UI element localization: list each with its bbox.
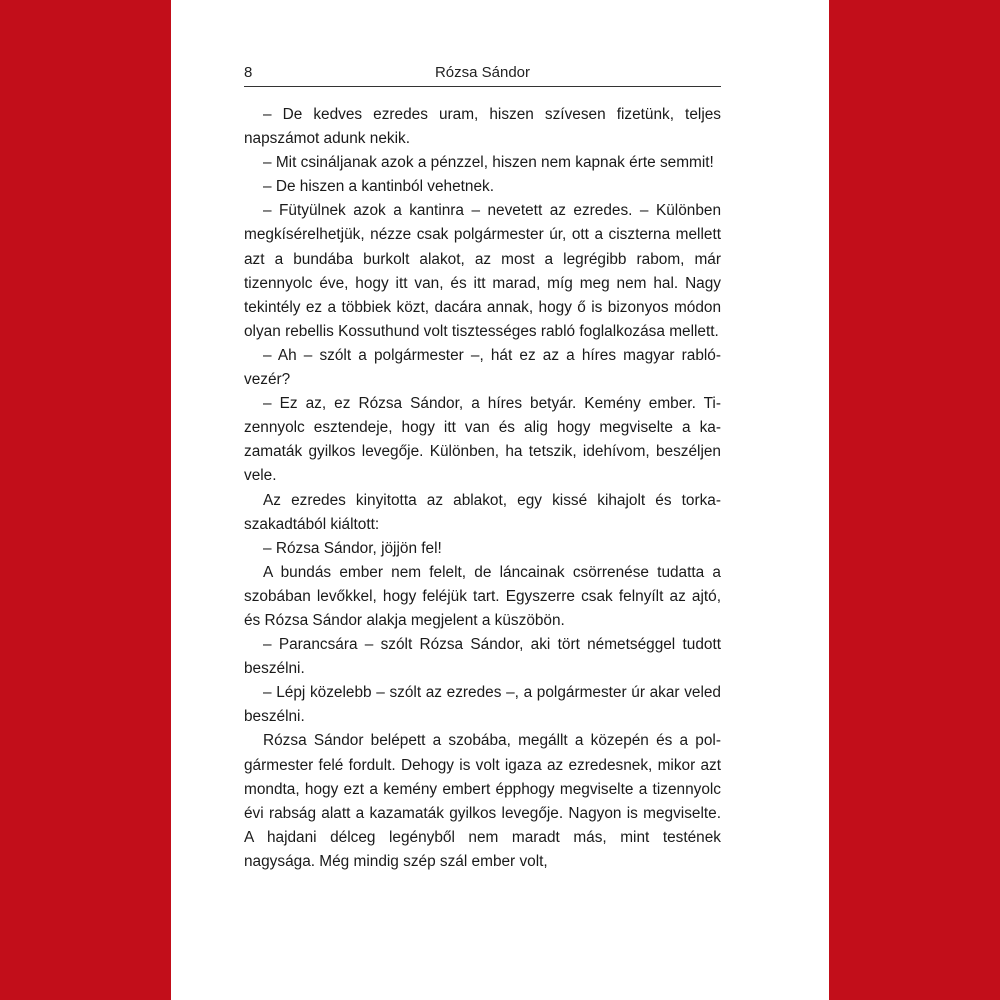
paragraph: – Lépj közelebb – szólt az ezredes –, a polgármester úr akar veled beszélni. [244,684,721,726]
paragraph: – Ez az, ez Rózsa Sándor, a híres betyár. Kemény ember. Tizennyolc esztendeje, hogy itt van és alig hogy megviselte a kazamaták gyilkos levegője. Különben, ha tetszik, idehívom, beszéljen vele. [244,395,721,485]
page-number: 8 [244,64,253,81]
paragraph: – Mit csináljanak azok a pénzzel, hiszen nem kapnak érte semmit! [263,154,714,172]
paragraph: – Parancsára – szólt Rózsa Sándor, aki tört németséggel tudott beszélni. [244,636,721,678]
running-title: Rózsa Sándor [434,64,531,81]
paragraph: Rózsa Sándor belépett a szobába, megállt a közepén és a polgármester felé fordult. Dehogy is volt igaza az ezredesnek, mikor azt mondta, hogy ezt a kemény embert épphogy megviselte a tizennyolc évi rabság alatt a kazamaták gyilkos levegője. Nagyon is megviselte. A hajdani délceg legényből nem maradt más, mint testének nagysága. Még mindig szép szál ember volt, [244,732,721,870]
paragraph: Az ezredes kinyitotta az ablakot, egy kissé kihajolt és torkaszakadtából kiáltott: [244,491,721,533]
paragraph: – Fütyülnek azok a kantinra – nevetett az ezredes. – Különben megkísérelhetjük, nézze csak polgármester úr, ott a ciszterna mellett azt a bundába burkolt alakot, az most a legrégibb rabom, már tizennyolc éve, hogy itt van, és itt marad, míg meg nem hal. Nagy tekintély ez a többiek közt, dacára annak, hogy ő is bizonyos módon olyan rebellis Kossuthund volt tisztességes rabló foglalkozása mellett. [244,202,721,340]
body-text [244,103,721,874]
book-page [171,0,829,1000]
paragraph: A bundás ember nem felelt, de láncainak csörrenése tudatta a szobában levőkkel, hogy feléjük tart. Egyszerre csak felnyílt az ajtó, és Rózsa Sándor alakja megjelent a küszöbön. [244,563,721,629]
paragraph: – Ah – szólt a polgármester –, hát ez az a híres magyar rablóvezér? [244,346,721,389]
paragraph: – De hiszen a kantinból vehetnek. [263,178,495,196]
paragraph: – De kedves ezredes uram, hiszen szívesen fizetünk, teljes napszámot adunk nekik. [244,106,721,148]
running-header [244,64,721,87]
paragraph: – Rózsa Sándor, jöjjön fel! [263,539,442,557]
